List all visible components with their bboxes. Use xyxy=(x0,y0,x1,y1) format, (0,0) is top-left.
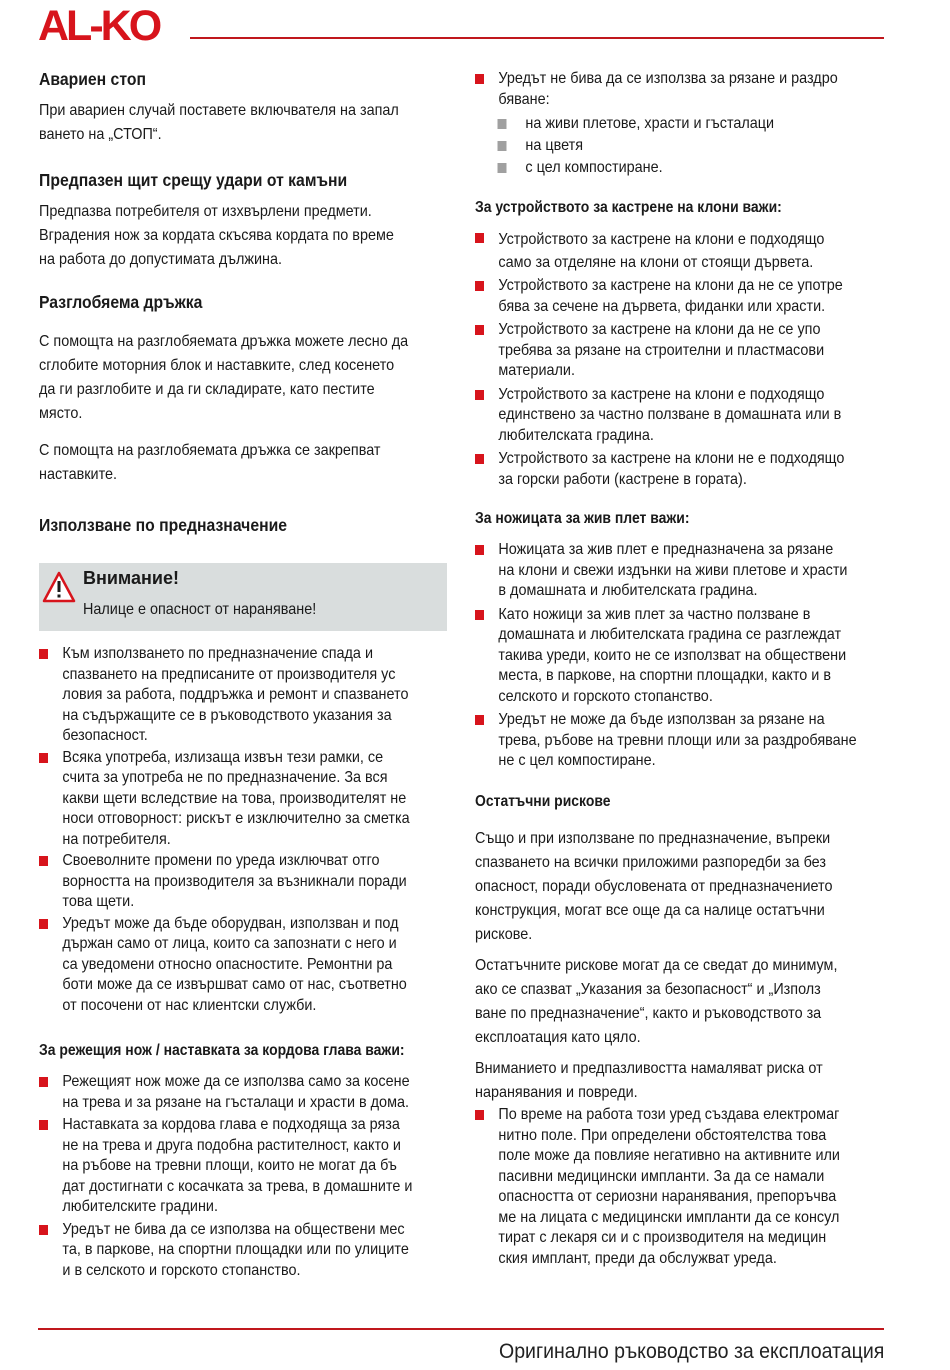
text-line: безопасност. xyxy=(62,727,148,744)
emergency-stop-heading: Авариен стоп xyxy=(39,69,146,89)
text-line: на трева и за рязане на гъсталаци и храсти в дома. xyxy=(62,1093,409,1111)
warning-title: Внимание! xyxy=(83,568,179,588)
text-line: Всяка употреба, излизаща извън тези рамки, се xyxy=(62,748,384,766)
text-line: в домашната и любителската градина. xyxy=(498,582,758,599)
bullet-square xyxy=(475,715,484,725)
text-line: са уведомени относно опасностите. Ремонтни ра xyxy=(62,955,393,973)
text-line: боти може да се извършват само от нас, съответно xyxy=(62,976,407,993)
residual-paragraph-3 xyxy=(475,1057,887,1105)
text-line: ване по предназначение“, както и ръководството за xyxy=(475,1005,822,1022)
bullet-square xyxy=(39,856,48,866)
bullet-square xyxy=(475,390,484,400)
text-line: требява за рязане на строителни и пластмасови xyxy=(498,341,825,359)
bullet-square xyxy=(475,610,484,620)
text-line: и в селското и горското стопанство. xyxy=(62,1261,301,1279)
text-line: трева, ръбове на тревни площи или за раздробяване xyxy=(498,731,857,749)
text-line: Като ножици за жив плет за частно ползване в xyxy=(498,605,811,623)
bullet-square xyxy=(39,753,48,763)
stone-guard-heading: Предпазен щит срещу удари от камъни xyxy=(39,170,348,190)
text-line: ския имплант, преди да обслужват уреда. xyxy=(498,1249,777,1267)
text-line: на живи плетове, храсти и гъсталаци xyxy=(525,115,775,132)
left-column xyxy=(39,0,451,1300)
bullet-square xyxy=(39,1225,48,1235)
footer-rule xyxy=(38,1328,884,1330)
gray-bullet-square xyxy=(498,163,507,173)
list-item xyxy=(475,710,887,772)
text-line: спазването на предписаните от производителя ус xyxy=(62,665,396,683)
text-line: не с цел компостиране. xyxy=(498,752,656,769)
text-line: Уредът не може да бъде използван за рязане на xyxy=(498,711,825,728)
text-line: Вградения нож за кордата скъсява кордата по време xyxy=(39,227,394,244)
residual-risks-heading: Остатъчни рискове xyxy=(475,793,611,810)
text-line: поле може да повлияе негативно на активните или xyxy=(498,1147,840,1164)
hedge-heading: За ножицата за жив плет важи: xyxy=(475,510,690,527)
text-line: конструкция, могат все още да са налице остатъчни xyxy=(475,902,825,919)
bullet-square xyxy=(39,1077,48,1087)
text-line: пасивни медицински импланти. За да се намали xyxy=(498,1167,825,1185)
text-line: селското и горското стопанство. xyxy=(498,687,713,705)
bullet-square xyxy=(39,1120,48,1130)
top-bullet-list xyxy=(475,69,887,110)
list-item xyxy=(475,605,887,708)
text-line: счита за употреба не по предназначение. За вся xyxy=(62,769,388,786)
list-item xyxy=(475,320,887,382)
text-line: за горски работи (кастрене в гората). xyxy=(498,470,747,488)
text-line: опасността от сериозни наранявания, препоръчва xyxy=(498,1188,837,1205)
text-line: ването на „СТОП“. xyxy=(39,126,162,143)
bullet-square xyxy=(475,281,484,291)
bullet-square xyxy=(475,233,484,243)
left-column-lower xyxy=(39,0,451,1300)
text-line: какви щети вследствие на това, производителят не xyxy=(62,789,407,807)
residual-paragraph-1 xyxy=(475,827,887,947)
list-item xyxy=(39,1072,451,1113)
text-line: По време на работа този уред създава електромаг xyxy=(498,1106,840,1123)
blade-list xyxy=(39,1072,451,1281)
text-line: Уредът може да бъде оборудван, използван и под xyxy=(62,914,399,932)
intended-use-list xyxy=(39,644,451,1016)
text-line: опасност, поради обусловената от предназначението xyxy=(475,878,833,895)
text-line: Своеволните промени по уреда изключват отго xyxy=(62,852,380,869)
text-line: експлоатация като цяло. xyxy=(475,1029,641,1046)
sub-bullet-list xyxy=(475,113,887,179)
text-line: не на трева и друга подобна растителност, както и xyxy=(62,1136,401,1154)
text-line: държан само от лица, които са запознати с него и xyxy=(62,935,397,952)
text-line: такива уреди, които не се използват на обществени xyxy=(498,646,847,664)
text-line: от посочени от нас клиентски служби. xyxy=(62,996,317,1014)
text-line: носи отговорност: рискът е изключително за сметка xyxy=(62,810,410,827)
text-line: нитно поле. При определени обстоятелства това xyxy=(498,1126,827,1144)
bullet-square xyxy=(475,1110,484,1120)
list-item xyxy=(475,449,887,490)
list-item xyxy=(39,748,451,851)
text-line: При авариен случай поставете включвателя на запал xyxy=(39,102,399,119)
list-item xyxy=(39,851,451,913)
text-line: ме на лицата с медицински импланти да се консул xyxy=(498,1208,840,1226)
text-line: ако се спазват „Указания за безопасност“ и „Използ xyxy=(475,981,821,998)
text-line: Също и при използване по предназначение, въпреки xyxy=(475,830,831,847)
text-line: домашната и любителската градина се разглеждат xyxy=(498,626,842,643)
bullet-square xyxy=(39,649,48,659)
right-column-content xyxy=(475,0,887,1300)
text-line: Уредът не бива да се използва за рязане и раздро xyxy=(498,70,838,87)
text-line: на работа до допустимата дължина. xyxy=(39,251,283,268)
footer-title: Оригинално ръководство за експлоатация xyxy=(498,1340,884,1363)
text-line: на съдържащите се в ръководството указания за xyxy=(62,706,392,724)
right-column xyxy=(475,0,887,1300)
list-item xyxy=(475,385,887,447)
text-line: на клони и свежи издънки на живи плетове и храсти xyxy=(498,561,848,579)
text-line: Устройството за кастрене на клони да не се употре xyxy=(498,277,843,294)
list-item xyxy=(475,276,887,317)
text-line: това щети. xyxy=(62,893,135,910)
text-line: с цел компостиране. xyxy=(525,159,663,176)
sub-list-item xyxy=(475,157,887,179)
bullet-square xyxy=(475,545,484,555)
text-line: ворността на производителя за възникнали поради xyxy=(62,872,407,890)
text-line: Вниманието и предпазливостта намаляват риска от xyxy=(475,1060,823,1077)
bullet-square xyxy=(475,454,484,464)
text-line: сглобите моторния блок и наставките, след косенето xyxy=(39,357,395,374)
bullet-square xyxy=(39,919,48,929)
text-line: Устройството за кастрене на клони е подходящо xyxy=(498,385,825,403)
text-line: на потребителя. xyxy=(62,830,171,848)
warning-text: Налице е опасност от нараняване! xyxy=(83,601,317,618)
pruner-heading: За устройството за кастрене на клони важи: xyxy=(475,199,782,216)
residual-paragraph-2 xyxy=(475,954,887,1050)
list-item xyxy=(39,914,451,1017)
text-line: ловия за работа, поддръжка и ремонт и спазването xyxy=(62,686,409,703)
list-item xyxy=(475,228,887,274)
list-item xyxy=(475,69,887,110)
list-item xyxy=(39,644,451,747)
list-item xyxy=(39,1220,451,1282)
text-line: Устройството за кастрене на клони да не се упо xyxy=(498,321,821,338)
text-line: да ги разглобите и да ги складирате, като пестите xyxy=(39,381,375,398)
bullet-square xyxy=(475,325,484,335)
list-item xyxy=(39,1115,451,1218)
sub-list-item xyxy=(475,135,887,157)
text-line: та, в паркове, на спортни площадки или по улиците xyxy=(62,1241,409,1258)
text-line: дат достигнати с косачката за трева, в домашните и xyxy=(62,1177,413,1195)
text-line: Към използването по предназначение спада и xyxy=(62,645,373,662)
alko-logo-text: AL-KO xyxy=(38,4,160,44)
text-line: място. xyxy=(39,405,83,422)
text-line: на ръбове на тревни площи, които не могат да бъ xyxy=(62,1157,397,1174)
text-line: Режещият нож може да се използва само за косене xyxy=(62,1073,410,1090)
text-line: Остатъчните рискове могат да се сведат до минимум, xyxy=(475,957,838,974)
text-line: спазването на всички приложими разпоредби за без xyxy=(475,854,826,871)
text-line: Ножицата за жив плет е предназначена за рязане xyxy=(498,541,834,558)
gray-bullet-square xyxy=(498,119,507,129)
text-line: наранявания и повреди. xyxy=(475,1084,638,1101)
text-line: наставките. xyxy=(39,466,118,483)
gray-bullet-square xyxy=(498,141,507,151)
intended-use-heading: Използване по предназначение xyxy=(39,515,288,535)
blade-heading: За режещия нож / наставката за кордова глава важи: xyxy=(39,1042,405,1059)
sub-list-item xyxy=(475,113,887,135)
text-line: единствено за частно ползване в домашната или в xyxy=(498,406,842,423)
list-item xyxy=(475,1105,887,1269)
text-line: любителската градина. xyxy=(498,426,654,444)
hedge-list xyxy=(475,540,887,772)
text-line: Уредът не бива да се използва на обществени мес xyxy=(62,1220,405,1238)
text-line: любителските градини. xyxy=(62,1198,218,1215)
text-line: Наставката за кордова глава е подходяща за ряза xyxy=(62,1116,400,1133)
handle-heading: Разглобяема дръжка xyxy=(39,292,203,312)
pruner-list xyxy=(475,228,887,490)
list-item xyxy=(475,540,887,602)
text-line: бяване: xyxy=(498,90,550,108)
text-line: на цветя xyxy=(525,137,584,154)
text-line: тират с лекаря си и с производителя на медицин xyxy=(498,1229,827,1246)
text-line: Устройството за кастрене на клони не е подходящо xyxy=(498,450,845,467)
text-line: С помощта на разглобяемата дръжка се закрепват xyxy=(39,442,381,459)
text-line: бява за сечене на дървета, фиданки или храсти. xyxy=(498,297,826,315)
text-line: С помощта на разглобяемата дръжка можете лесно да xyxy=(39,333,409,350)
residual-list xyxy=(475,1105,887,1269)
bullet-square xyxy=(475,74,484,84)
text-line: рискове. xyxy=(475,926,533,943)
text-line: Устройството за кастрене на клони е подходящо xyxy=(498,231,825,248)
text-line: само за отделяне на клони от стоящи дървета. xyxy=(498,254,814,271)
text-line: материали. xyxy=(498,362,575,379)
text-line: места, в парковe, на спортни площадки, както и в xyxy=(498,667,832,684)
text-line: Предпазва потребителя от изхвърлени предмети. xyxy=(39,203,372,220)
